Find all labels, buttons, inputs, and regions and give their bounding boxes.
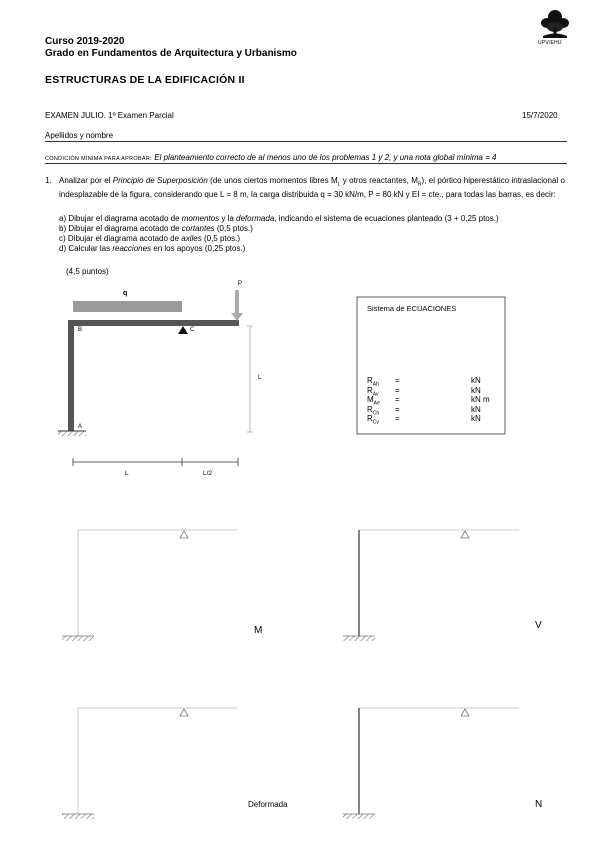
beam-bc (68, 320, 239, 326)
equation-row (367, 405, 497, 415)
logo-text: UPV/EHU (538, 40, 562, 46)
statement-part: Analizar por el (59, 176, 113, 185)
eq-label: R (367, 414, 373, 423)
task-emphasis: momentos (181, 214, 220, 223)
eq-sign: = (395, 395, 400, 404)
eq-sign: = (395, 385, 400, 395)
eq-sub: Av (372, 391, 379, 398)
statement-part: y otros reactantes, M (340, 176, 418, 185)
eq-sign: = (395, 376, 400, 385)
equation-row (367, 395, 497, 405)
eq-label: R (367, 404, 373, 414)
eq-unit: kN (471, 404, 481, 414)
diagram-v-frame (343, 530, 519, 641)
eq-label: R (367, 376, 373, 385)
task-emphasis: cortantes (181, 224, 215, 233)
equations-title: Sistema de ECUACIONES (367, 304, 457, 313)
eq-sub: Ch (372, 410, 380, 417)
course-year: Curso 2019-2020 (45, 36, 125, 47)
eq-unit: kN (471, 385, 481, 395)
exam-title: EXAMEN JULIO. 1º Examen Parcial (45, 111, 174, 120)
diagram-deformada-frame (62, 708, 238, 819)
statement-emphasis: Principio de Superposición (112, 176, 208, 185)
equation-row (367, 414, 497, 424)
label-q: q (123, 290, 128, 297)
label-node-a: A (78, 424, 83, 430)
eq-sub: Ae (373, 400, 380, 407)
pass-condition-text: El planteamiento correcto de al menos uno de los problemas 1 y 2, y una nota global mínima = 4 (154, 153, 497, 162)
point-load-p (235, 290, 239, 314)
diagram-m-frame (62, 530, 238, 641)
task-text: y la (219, 214, 237, 223)
label-node-c: C (190, 327, 195, 333)
exam-date: 15/7/2020 (522, 111, 558, 120)
subject-title: ESTRUCTURAS DE LA EDIFICACIÓN II (45, 74, 245, 86)
task-text: en los apoyos (0,25 ptos.) (151, 244, 246, 253)
statement-part: (de unos ciertos momentos libres M (207, 176, 338, 185)
label-dim-vertical: L (258, 374, 262, 381)
equation-row (367, 376, 497, 386)
statement-subscript: L (337, 181, 341, 188)
task-text: b) Dibujar el diagrama acotado de (59, 224, 182, 233)
pin-support-c (178, 326, 188, 334)
support-hatch (58, 431, 86, 436)
diagram-n-frame (343, 708, 519, 819)
eq-unit: kN (471, 414, 481, 423)
label-node-b: B (78, 327, 83, 333)
equation-row (367, 386, 497, 396)
task-text: a) Dibujar el diagrama acotado de (59, 214, 182, 223)
equations-list (367, 376, 497, 424)
statement-subscript: R (417, 181, 422, 188)
task-text: d) Calcular las (59, 244, 113, 253)
degree-name: Grado en Fundamentos de Arquitectura y Urbanismo (45, 48, 297, 59)
eq-label: M (367, 395, 374, 404)
task-text: , indicando el sistema de ecuaciones planteado (3 + 0,25 ptos.) (274, 214, 499, 223)
task-emphasis: deformada (236, 214, 275, 223)
diagram-label-v: V (535, 620, 542, 631)
statement-part: ), el pórtico hiperestático intraslacional o indesplazable de la figura, considerando que L = 8 m, la carga distribuida q = 30 kN/m, P = 80 kN y EI = cte., para todas las barras, es decir: (59, 176, 565, 199)
problem-number: 1. (45, 176, 52, 185)
diagram-label-deformada: Deformada (248, 800, 288, 809)
task-text: (0,5 ptos.) (201, 234, 240, 243)
eq-sign: = (395, 404, 400, 414)
eq-label: R (367, 385, 373, 395)
column-ab (68, 320, 74, 431)
eq-unit: kN (471, 376, 481, 385)
point-load-arrow (231, 313, 243, 321)
name-field-label: Apellidos y nombre (45, 131, 114, 140)
task-emphasis: axiles (181, 234, 202, 243)
task-emphasis: reacciones (112, 244, 152, 253)
label-dim-l: L (125, 470, 129, 477)
eq-unit: kN m (471, 395, 490, 404)
eq-sign: = (395, 414, 400, 423)
problem-points: (4,5 puntos) (66, 267, 109, 276)
eq-sub: Ah (372, 381, 379, 388)
task-text: c) Dibujar el diagrama acotado de (59, 234, 182, 243)
eq-sub: Cv (372, 419, 379, 426)
pass-condition-label: CONDICIÓN MÍNIMA PARA APROBAR: (45, 156, 152, 162)
label-p: P (238, 281, 243, 287)
diagram-label-m: M (254, 625, 263, 636)
task-text: (0,5 ptos.) (214, 224, 253, 233)
distributed-load-q (73, 301, 182, 312)
label-dim-l2: L/2 (203, 470, 213, 477)
diagram-label-n: N (535, 799, 543, 810)
